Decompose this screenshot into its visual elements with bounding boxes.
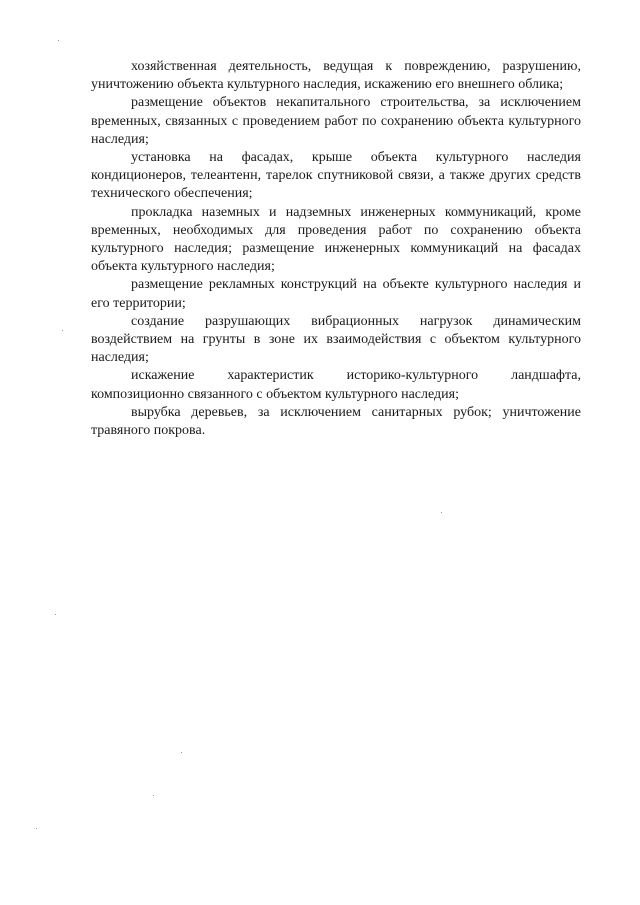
scan-speck: [62, 330, 63, 331]
scan-speck: [441, 512, 442, 513]
paragraph-engineering-communications: прокладка наземных и надземных инженерных коммуникаций, кроме временных, необходимых для проведения работ по сохранению объекта культурного наследия; размещение инженерных коммуникаций на фасадах объекта культурного наследия;: [91, 204, 581, 275]
scan-speck: [153, 795, 154, 796]
paragraph-vibration-loads: создание разрушающих вибрационных нагрузок динамическим воздействием на грунты в зоне их взаимодействия с объектом культурного наследия;: [91, 313, 581, 366]
scan-speck: [36, 828, 37, 829]
paragraph-advertising-structures: размещение рекламных конструкций на объекте культурного наследия и его территории;: [91, 277, 581, 311]
scan-speck: [58, 40, 59, 41]
paragraph-economic-activity: хозяйственная деятельность, ведущая к повреждению, разрушению, уничтожению объекта культурного наследия, искажению его внешнего облика;: [91, 59, 581, 93]
scan-speck: [181, 752, 182, 753]
paragraph-non-capital-construction: размещение объектов некапитального строительства, за исключением временных, связанных с проведением работ по сохранению объекта культурного наследия;: [91, 95, 581, 147]
paragraph-tree-felling: вырубка деревьев, за исключением санитарных рубок; уничтожение травяного покрова.: [91, 404, 581, 439]
scan-speck: [55, 614, 56, 615]
paragraph-facade-equipment: установка на фасадах, крыше объекта культурного наследия кондиционеров, телеантенн, тарелок спутниковой связи, а также других средств технического обеспечения;: [91, 150, 581, 202]
document-body: [91, 58, 581, 440]
paragraph-landscape-distortion: искажение характеристик историко-культурного ландшафта, композиционно связанного с объектом культурного наследия;: [91, 368, 581, 402]
